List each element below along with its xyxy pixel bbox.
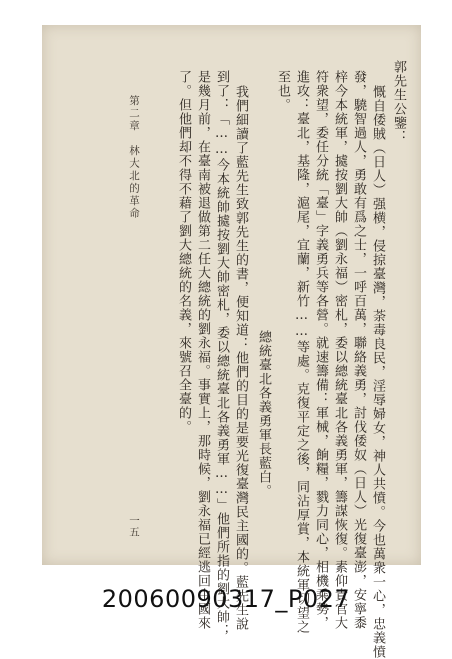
running-footer-chapter: 第二章 林大北的革命 [128,95,140,220]
letter-heading: 郭先生公鑒： [391,60,406,144]
body-line-3: 是幾月前，在臺南被退做第二任大總統的劉永福。事實上，那時候，劉永福已經逃回中國來 [195,70,210,630]
page-number: 一五 [128,515,140,538]
body-line-1: 我們細讀了藍先生致郭先生的書，便知道：他們的目的是要光復臺灣民主國的。藍先生說 [233,85,248,631]
letter-line-4: 符衆望，委任分統「臺」字義勇兵等各營。就速籌備：軍械，餉糧，戮力同心，相機乘勢， [313,70,328,630]
letter-line-2: 發，驍智過人，勇敢有爲之士，一呼百萬，聯絡義勇，討伐倭奴（日人）光復臺澎，安寧黍 [351,70,366,630]
body-line-4: 了。但他們却不得不藉了劉大總統的名義，來號召全臺的。 [176,70,191,434]
letter-line-6: 至也。 [275,70,290,112]
letter-line-1: 慨自倭賊（日人）强横，侵掠臺灣，荼毒良民，淫辱婦女，神人共憤。今也萬衆一心，忠義憤 [370,85,385,659]
letter-signature: 總統臺北各義勇軍長藍白。 [256,330,271,498]
letter-line-5: 進攻：臺北，基隆，滬尾，宜蘭，新竹……等處。克復平定之後，同沾厚賞，本統軍切望之 [294,70,309,634]
letter-line-3: 梓今本統軍，㨿按劉大帥（劉永福）密札，委以總統臺北各義勇軍，籌謀恢復。素仰貴官大 [332,70,347,630]
image-id-caption: 20060090317_P027 [101,585,351,613]
body-line-2: 到了：「……今本統帥㨿按劉大帥密札，委以總統臺北各義勇軍……」他們所指的劉大帥； [214,70,229,638]
